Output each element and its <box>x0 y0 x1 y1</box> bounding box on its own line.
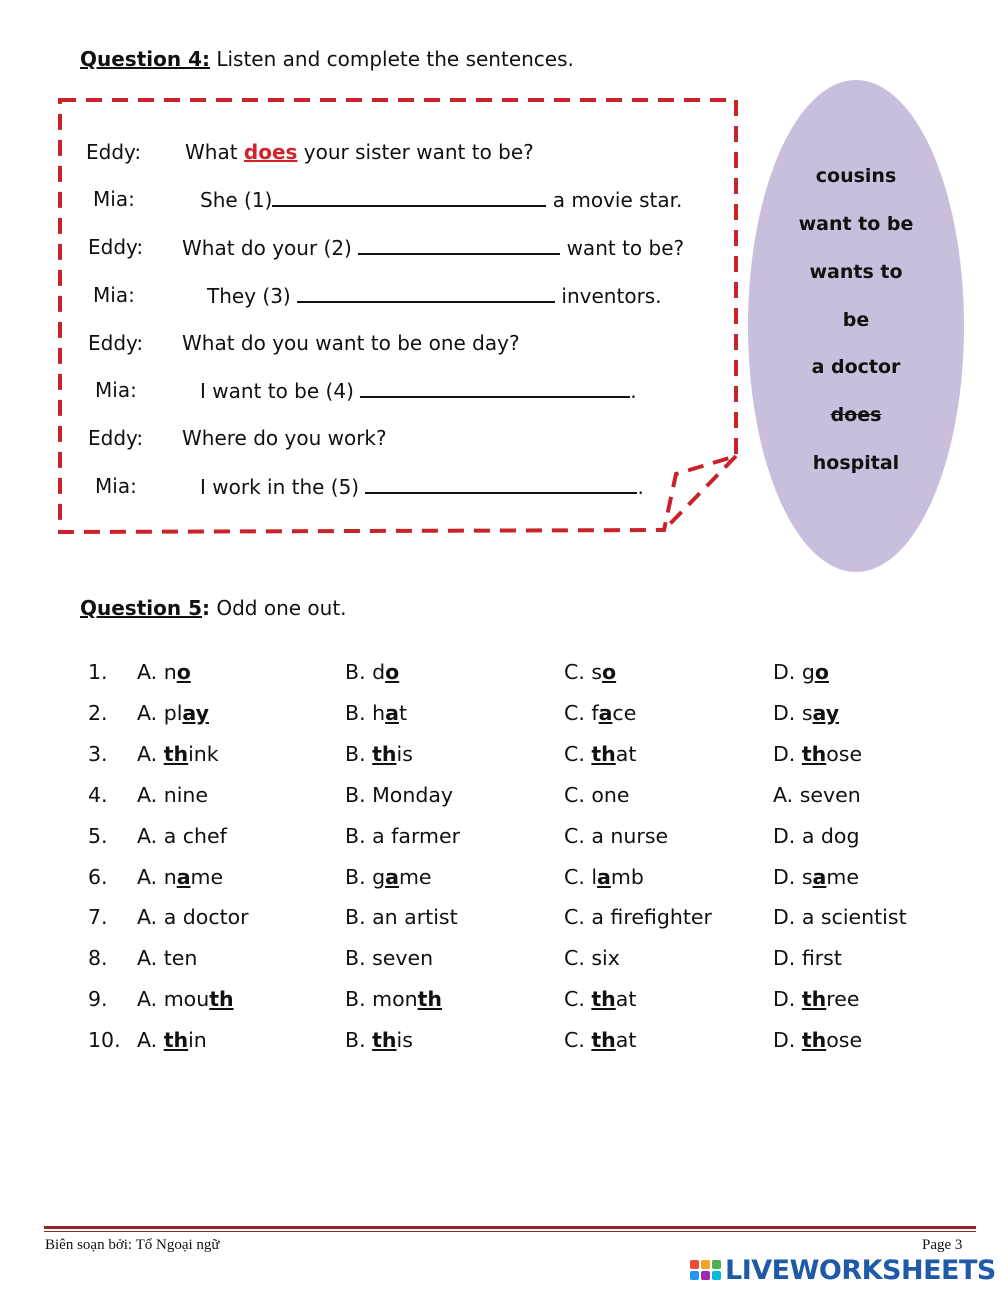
option-text: A. pl <box>137 701 183 725</box>
underlined-sound: a <box>385 865 399 889</box>
underlined-sound: th <box>591 1028 616 1052</box>
line-text: I want to be (4) <box>200 379 361 403</box>
option-d[interactable] <box>773 824 859 848</box>
option-text: A. seven <box>773 783 861 807</box>
underlined-sound: ay <box>812 701 840 725</box>
line-text: want to be? <box>560 236 685 260</box>
option-text: ree <box>826 987 860 1011</box>
option-c[interactable] <box>564 905 712 929</box>
option-text: D. s <box>773 865 813 889</box>
option-c[interactable] <box>564 824 668 848</box>
speaker-mia: Mia: <box>93 187 135 211</box>
option-text: at <box>615 1028 637 1052</box>
option-d[interactable] <box>773 905 907 929</box>
option-text: A. ten <box>137 946 198 970</box>
dialogue-line-5: What do you want to be one day? <box>182 331 520 355</box>
option-b[interactable] <box>345 905 458 929</box>
underlined-sound: a <box>385 701 399 725</box>
option-text: A. mou <box>137 987 210 1011</box>
row-number: 4. <box>88 783 108 807</box>
option-text: C. f <box>564 701 599 725</box>
option-text: me <box>826 865 859 889</box>
option-text: D. g <box>773 660 815 684</box>
option-text: C. one <box>564 783 630 807</box>
question-5-label: Question 5 <box>80 596 202 620</box>
option-b[interactable] <box>345 660 399 684</box>
option-c[interactable] <box>564 783 630 807</box>
underlined-sound: a <box>812 865 827 889</box>
option-text: B. g <box>345 865 386 889</box>
option-text: D. a dog <box>773 824 860 848</box>
underlined-sound: th <box>591 987 616 1011</box>
row-number: 10. <box>88 1028 121 1052</box>
option-b[interactable] <box>345 783 453 807</box>
underlined-sound: o <box>385 660 400 684</box>
option-d[interactable] <box>773 865 859 889</box>
liveworksheets-logo <box>690 1254 996 1286</box>
option-text: B. a farmer <box>345 824 461 848</box>
line-text: your sister want to be? <box>297 140 534 164</box>
option-text: is <box>396 742 413 766</box>
option-b[interactable] <box>345 946 433 970</box>
word-bank-item: hospital <box>812 452 900 474</box>
highlight-word: does <box>243 140 298 164</box>
speaker-mia: Mia: <box>95 474 137 498</box>
option-c[interactable] <box>564 946 620 970</box>
speaker-eddy: Eddy: <box>86 140 142 164</box>
option-text: C. <box>564 742 592 766</box>
word-bank-item: be <box>842 309 870 331</box>
footer-rule-thin <box>44 1231 976 1232</box>
dialogue-line-1 <box>185 140 534 164</box>
option-b[interactable] <box>345 701 407 725</box>
option-text: D. first <box>773 946 842 970</box>
option-b[interactable] <box>345 865 432 889</box>
underlined-sound: th <box>801 987 827 1011</box>
question-4-label: Question 4: <box>80 47 210 71</box>
option-text: B. <box>345 1028 373 1052</box>
speaker-mia: Mia: <box>95 378 137 402</box>
underlined-sound: a <box>597 865 611 889</box>
answer-blank-2[interactable] <box>358 235 560 255</box>
dialogue-line-4 <box>207 283 662 308</box>
underlined-sound: th <box>163 742 189 766</box>
underlined-sound: th <box>372 742 397 766</box>
option-a[interactable] <box>137 824 227 848</box>
option-c[interactable] <box>564 701 636 725</box>
option-d[interactable] <box>773 1028 862 1052</box>
option-text: ce <box>612 701 637 725</box>
option-a[interactable] <box>137 987 234 1011</box>
line-text: a movie star. <box>546 188 683 212</box>
question-4-instruction: Listen and complete the sentences. <box>216 47 574 71</box>
line-text: What <box>185 140 244 164</box>
option-b[interactable] <box>345 987 442 1011</box>
option-text: A. <box>137 1028 164 1052</box>
question-5-instruction: Odd one out. <box>216 596 347 620</box>
underlined-sound: a <box>176 865 191 889</box>
option-text: A. a doctor <box>137 905 249 929</box>
row-number: 9. <box>88 987 108 1011</box>
option-a[interactable] <box>137 905 249 929</box>
option-text: A. n <box>137 865 177 889</box>
speaker-eddy: Eddy: <box>88 426 144 450</box>
question-5-colon: : <box>201 596 210 620</box>
option-text: A. <box>137 742 164 766</box>
option-text: C. <box>564 987 592 1011</box>
option-b[interactable] <box>345 742 413 766</box>
option-text: ose <box>826 1028 863 1052</box>
option-text: D. a scientist <box>773 905 907 929</box>
word-bank-item: wants to <box>809 261 903 283</box>
option-text: C. a nurse <box>564 824 669 848</box>
option-a[interactable] <box>137 946 197 970</box>
underlined-sound: ay <box>182 701 209 725</box>
option-d[interactable] <box>773 946 842 970</box>
logo-grid-icon <box>690 1260 721 1280</box>
option-text: me <box>190 865 224 889</box>
footer-rule <box>44 1226 976 1229</box>
line-text: inventors. <box>555 284 662 308</box>
underlined-sound: o <box>176 660 191 684</box>
line-text: . <box>637 475 644 499</box>
option-text: me <box>398 865 432 889</box>
speaker-eddy: Eddy: <box>88 235 144 259</box>
underlined-sound: th <box>417 987 443 1011</box>
option-a[interactable] <box>137 865 223 889</box>
underlined-sound: o <box>814 660 829 684</box>
option-b[interactable] <box>345 824 460 848</box>
option-text: A. n <box>137 660 177 684</box>
option-text: D. <box>773 742 802 766</box>
word-bank-item-used: does <box>830 404 882 426</box>
option-text: B. <box>345 742 373 766</box>
underlined-sound: th <box>801 1028 827 1052</box>
option-text: D. <box>773 1028 802 1052</box>
row-number: 6. <box>88 865 108 889</box>
option-text: A. a chef <box>137 824 227 848</box>
option-text: at <box>615 987 637 1011</box>
row-number: 8. <box>88 946 108 970</box>
option-text: D. <box>773 987 802 1011</box>
line-text: . <box>630 379 637 403</box>
page-number: Page 3 <box>922 1237 963 1253</box>
dialogue-line-8 <box>200 474 644 499</box>
dialogue-line-7: Where do you work? <box>182 426 387 450</box>
option-a[interactable] <box>137 783 208 807</box>
option-text: is <box>396 1028 413 1052</box>
underlined-sound: th <box>163 1028 189 1052</box>
option-d[interactable] <box>773 987 859 1011</box>
dialogue-line-6 <box>200 378 637 403</box>
option-text: B. an artist <box>345 905 458 929</box>
option-c[interactable] <box>564 987 636 1011</box>
line-text: She (1) <box>200 188 273 212</box>
answer-blank-5[interactable] <box>365 474 637 494</box>
footer-author: Biên soạn bởi: Tổ Ngoại ngữ <box>45 1237 220 1253</box>
option-text: mb <box>610 865 644 889</box>
word-bank-item: cousins <box>815 165 897 187</box>
option-text: B. h <box>345 701 386 725</box>
option-c[interactable] <box>564 865 644 889</box>
option-d[interactable] <box>773 742 862 766</box>
underlined-sound: a <box>598 701 613 725</box>
underlined-sound: o <box>602 660 617 684</box>
option-text: C. six <box>564 946 620 970</box>
option-text: B. Monday <box>345 783 454 807</box>
speaker-mia: Mia: <box>93 283 135 307</box>
word-bank-item: a doctor <box>811 356 901 378</box>
row-number: 2. <box>88 701 108 725</box>
row-number: 7. <box>88 905 108 929</box>
option-d[interactable] <box>773 783 861 807</box>
option-text: in <box>188 1028 207 1052</box>
option-text: B. mon <box>345 987 418 1011</box>
underlined-sound: th <box>591 742 616 766</box>
option-c[interactable] <box>564 1028 636 1052</box>
option-a[interactable] <box>137 742 219 766</box>
option-c[interactable] <box>564 660 616 684</box>
underlined-sound: th <box>209 987 234 1011</box>
logo-text: LIVEWORKSHEETS <box>725 1254 996 1286</box>
option-text: B. seven <box>345 946 434 970</box>
dialogue-line-3 <box>182 235 684 260</box>
option-text: C. <box>564 1028 592 1052</box>
option-text: D. s <box>773 701 813 725</box>
option-d[interactable] <box>773 701 839 725</box>
option-text: t <box>398 701 407 725</box>
line-text: What do your (2) <box>182 236 359 260</box>
row-number: 1. <box>88 660 108 684</box>
answer-blank-4[interactable] <box>360 378 630 398</box>
answer-blank-1[interactable] <box>272 187 546 207</box>
underlined-sound: th <box>372 1028 397 1052</box>
option-text: at <box>615 742 637 766</box>
option-a[interactable] <box>137 1028 207 1052</box>
word-bank-item: want to be <box>798 213 914 235</box>
line-text: I work in the (5) <box>200 475 366 499</box>
option-text: ose <box>826 742 863 766</box>
option-text: C. l <box>564 865 598 889</box>
answer-blank-3[interactable] <box>297 283 555 303</box>
row-number: 5. <box>88 824 108 848</box>
option-a[interactable] <box>137 701 209 725</box>
option-text: A. nine <box>137 783 208 807</box>
dialogue-line-2 <box>200 187 682 212</box>
question-5-heading <box>80 596 347 620</box>
option-text: C. s <box>564 660 603 684</box>
speaker-eddy: Eddy: <box>88 331 144 355</box>
option-b[interactable] <box>345 1028 413 1052</box>
option-text: ink <box>188 742 219 766</box>
option-a[interactable] <box>137 660 191 684</box>
underlined-sound: th <box>801 742 827 766</box>
line-text: They (3) <box>207 284 298 308</box>
option-text: B. d <box>345 660 386 684</box>
row-number: 3. <box>88 742 108 766</box>
option-text: C. a firefighter <box>564 905 712 929</box>
option-c[interactable] <box>564 742 636 766</box>
option-d[interactable] <box>773 660 829 684</box>
